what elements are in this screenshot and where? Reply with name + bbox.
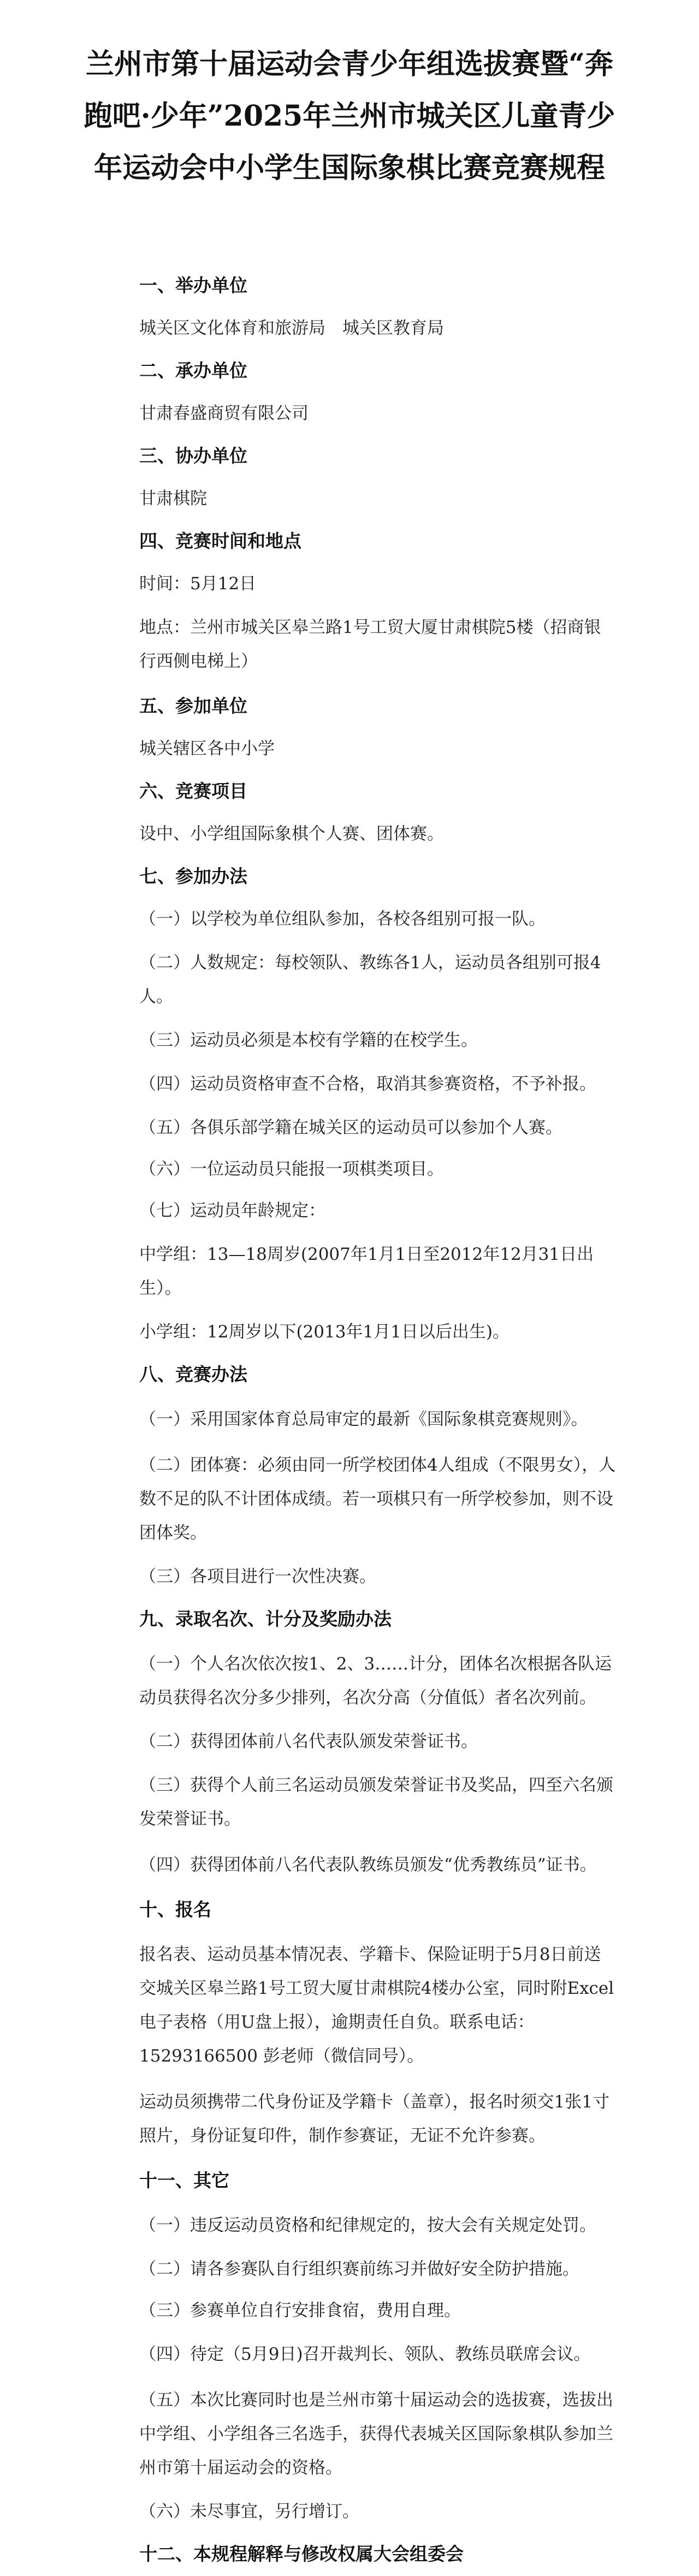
section-12 — [82, 2532, 617, 2576]
section-paragraph: 地点：兰州市城关区皋兰路1号工贸大厦甘肃棋院5楼（招商银行西侧电梯上） — [139, 618, 601, 671]
title-line-1: 兰州市第十届运动会青少年组选拔赛暨“奔 — [86, 48, 613, 81]
section-paragraph: 城关区文化体育和旅游局 城关区教育局 — [139, 318, 444, 338]
section-7 — [82, 855, 617, 1353]
section-paragraph: （五）各俱乐部学籍在城关区的运动员可以参加个人赛。 — [139, 1118, 562, 1138]
section-paragraph: （二）人数规定：每校领队、教练各1人，运动员各组别可报4人。 — [139, 953, 601, 1006]
section-1 — [82, 264, 617, 349]
section-paragraph: 城关辖区各中小学 — [139, 739, 275, 759]
section-heading: 三、协办单位 — [139, 445, 247, 466]
section-3 — [82, 434, 617, 519]
section-paragraph: 时间：5月12日 — [139, 574, 257, 594]
section-heading: 四、竞赛时间和地点 — [139, 530, 301, 552]
section-heading: 九、录取名次、计分及奖励办法 — [139, 1608, 392, 1630]
section-paragraph: （二）团体赛：必须由同一所学校团体4人组成（不限男女），人数不足的队不计团体成绩。若一项棋只有一所学校参加，则不设团体奖。 — [139, 1455, 616, 1543]
section-heading: 七、参加办法 — [139, 866, 247, 887]
title-line-2: 跑吧·少年”2025年兰州市城关区儿童青少 — [84, 99, 615, 133]
document-title — [82, 38, 617, 194]
section-heading: 二、承办单位 — [139, 360, 247, 381]
section-paragraph: （四）运动员资格审查不合格，取消其参赛资格，不予补报。 — [139, 1074, 596, 1094]
section-paragraph: （一）违反运动员资格和纪律规定的，按大会有关规定处罚。 — [139, 2216, 596, 2235]
document-body — [82, 264, 617, 2576]
section-paragraph: （三）获得个人前三名运动员颁发荣誉证书及奖品，四至六名颁发荣誉证书。 — [139, 1775, 613, 1829]
section-heading: 十、报名 — [139, 1899, 211, 1920]
section-paragraph: （一）以学校为单位组队参加，各校各组别可报一队。 — [139, 909, 546, 929]
section-paragraph: 设中、小学组国际象棋个人赛、团体赛。 — [139, 824, 444, 844]
section-heading: 十一、其它 — [139, 2170, 229, 2191]
section-heading: 五、参加单位 — [139, 695, 247, 716]
section-paragraph: 小学组：12周岁以下(2013年1月1日以后出生)。 — [139, 1322, 510, 1342]
section-paragraph: 甘肃春盛商贸有限公司 — [139, 404, 309, 423]
section-10 — [82, 1888, 617, 2159]
section-heading: 六、竞赛项目 — [139, 780, 247, 802]
section-paragraph: （一）采用国家体育总局审定的最新《国际象棋竞赛规则》。 — [139, 1410, 588, 1429]
section-paragraph: 报名表、运动员基本情况表、学籍卡、保险证明于5月8日前送交城关区皋兰路1号工贸大厦甘肃棋院4楼办公室，同时附Excel电子表格（用U盘上报），逾期责任自负。联系电话：15293166500 彭老师（微信同号）。 — [139, 1945, 614, 2066]
section-9 — [82, 1597, 617, 1888]
section-paragraph: （四）待定（5月9日)召开裁判长、领队、教练员联席会议。 — [139, 2344, 591, 2364]
section-paragraph: （三）参赛单位自行安排食宿，费用自理。 — [139, 2301, 461, 2320]
section-11 — [82, 2159, 617, 2532]
section-paragraph: （一）个人名次依次按1、2、3……计分，团体名次根据各队运动员获得名次分多少排列，名次分高（分值低）者名次列前。 — [139, 1654, 612, 1708]
section-5 — [82, 684, 617, 769]
section-2 — [82, 349, 617, 434]
section-paragraph: （三）运动员必须是本校有学籍的在校学生。 — [139, 1031, 478, 1050]
section-paragraph: （六）未尽事宜，另行增订。 — [139, 2502, 359, 2521]
section-4 — [82, 519, 617, 684]
title-line-3: 年运动会中小学生国际象棋比赛竞赛规程 — [93, 151, 605, 185]
section-paragraph: 甘肃棋院 — [139, 489, 207, 508]
section-8 — [82, 1353, 617, 1597]
section-paragraph: 运动员须携带二代身份证及学籍卡（盖章），报名时须交1张1寸照片，身份证复印件，制作参赛证，无证不允许参赛。 — [139, 2092, 609, 2146]
section-paragraph: 中学组：13—18周岁(2007年1月1日至2012年12月31日出生）。 — [139, 1245, 594, 1298]
section-paragraph: （二）获得团体前八名代表队颁发荣誉证书。 — [139, 1732, 478, 1751]
section-paragraph: （七）运动员年龄规定： — [139, 1201, 325, 1221]
section-paragraph: （四）获得团体前八名代表队教练员颁发“优秀教练员”证书。 — [139, 1855, 597, 1875]
section-heading: 一、举办单位 — [139, 275, 247, 296]
section-heading: 八、竞赛办法 — [139, 1364, 247, 1385]
section-paragraph: （三）各项目进行一次性决赛。 — [139, 1567, 376, 1586]
section-heading: 十二、本规程解释与修改权属大会组委会 — [139, 2543, 464, 2565]
section-6 — [82, 769, 617, 855]
section-paragraph: （五）本次比赛同时也是兰州市第十届运动会的选拔赛，选拔出中学组、小学组各三名选手，获得代表城关区国际象棋队参加兰州市第十届运动会的资格。 — [139, 2390, 613, 2478]
section-paragraph: （六）一位运动员只能报一项棋类项目。 — [139, 1159, 444, 1179]
section-paragraph: （二）请各参赛队自行组织赛前练习并做好安全防护措施。 — [139, 2259, 579, 2279]
